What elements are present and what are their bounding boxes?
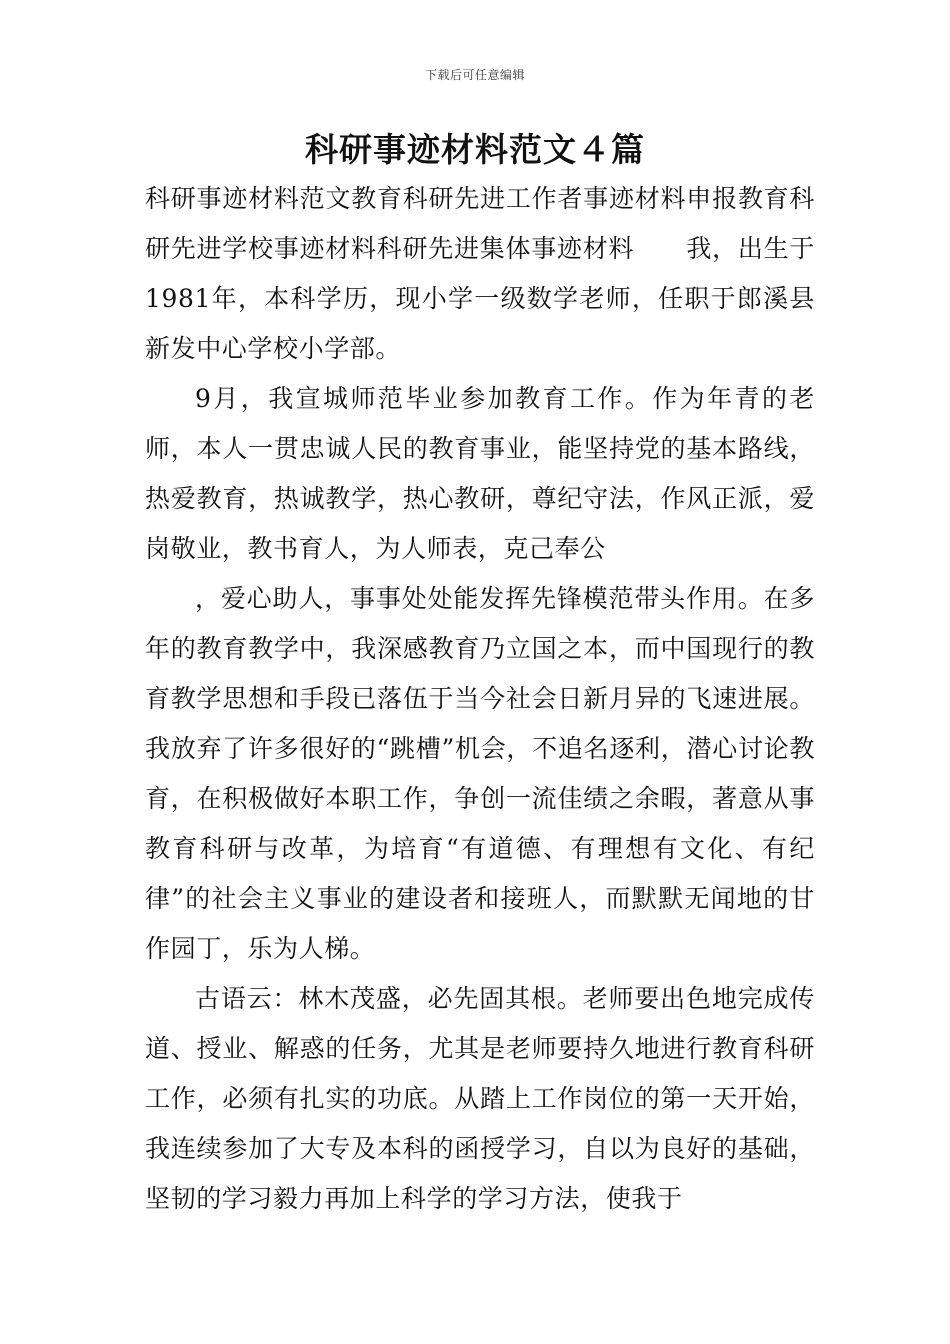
paragraph-3: ，爱心助人，事事处处能发挥先锋模范带头作用。在多年的教育教学中，我深感教育乃立国之本，而中国现行的教育教学思想和手段已落伍于当今社会日新月异的飞速进展。我放弃了许多很好的“跳槽”机会，不追名逐利，潜心讨论教育，在积极做好本职工作，争创一流佳绩之余暇，著意从事教育科研与改革，为培育“有道德、有理想有文化、有纪律”的社会主义事业的建设者和接班人，而默默无闻地的甘作园丁，乐为人梯。 — [145, 584, 815, 963]
paragraph-intro — [145, 174, 815, 374]
document-body — [145, 174, 815, 1224]
paragraph-intro-text: 我，出生于1981年，本科学历，现小学一级数学老师，任职于郎溪县新发中心学校小学部。 — [145, 234, 815, 363]
paragraph-2: 9月，我宣城师范毕业参加教育工作。作为年青的老师，本人一贯忠诚人民的教育事业，能坚持党的基本路线，热爱教育，热诚教学，热心教研，尊纪守法，作风正派，爱岗敬业，教书育人，为人师表，克己奉公 — [145, 384, 815, 563]
header-note: 下载后可任意编辑 — [424, 68, 525, 82]
paragraph-intro-lead: 科研事迹材料范文教育科研先进工作者事迹材料申报教育科研先进学校事迹材料科研先进集体事迹材料 — [145, 184, 815, 263]
paragraph-4: 古语云：林木茂盛，必先固其根。老师要出色地完成传道、授业、解惑的任务，尤其是老师要持久地进行教育科研工作，必须有扎实的功底。从踏上工作岗位的第一天开始，我连续参加了大专及本科的函授学习，自以为良好的基础，坚韧的学习毅力再加上科学的学习方法，使我于 — [145, 984, 815, 1213]
document-title: 科研事迹材料范文４篇 — [305, 130, 645, 169]
